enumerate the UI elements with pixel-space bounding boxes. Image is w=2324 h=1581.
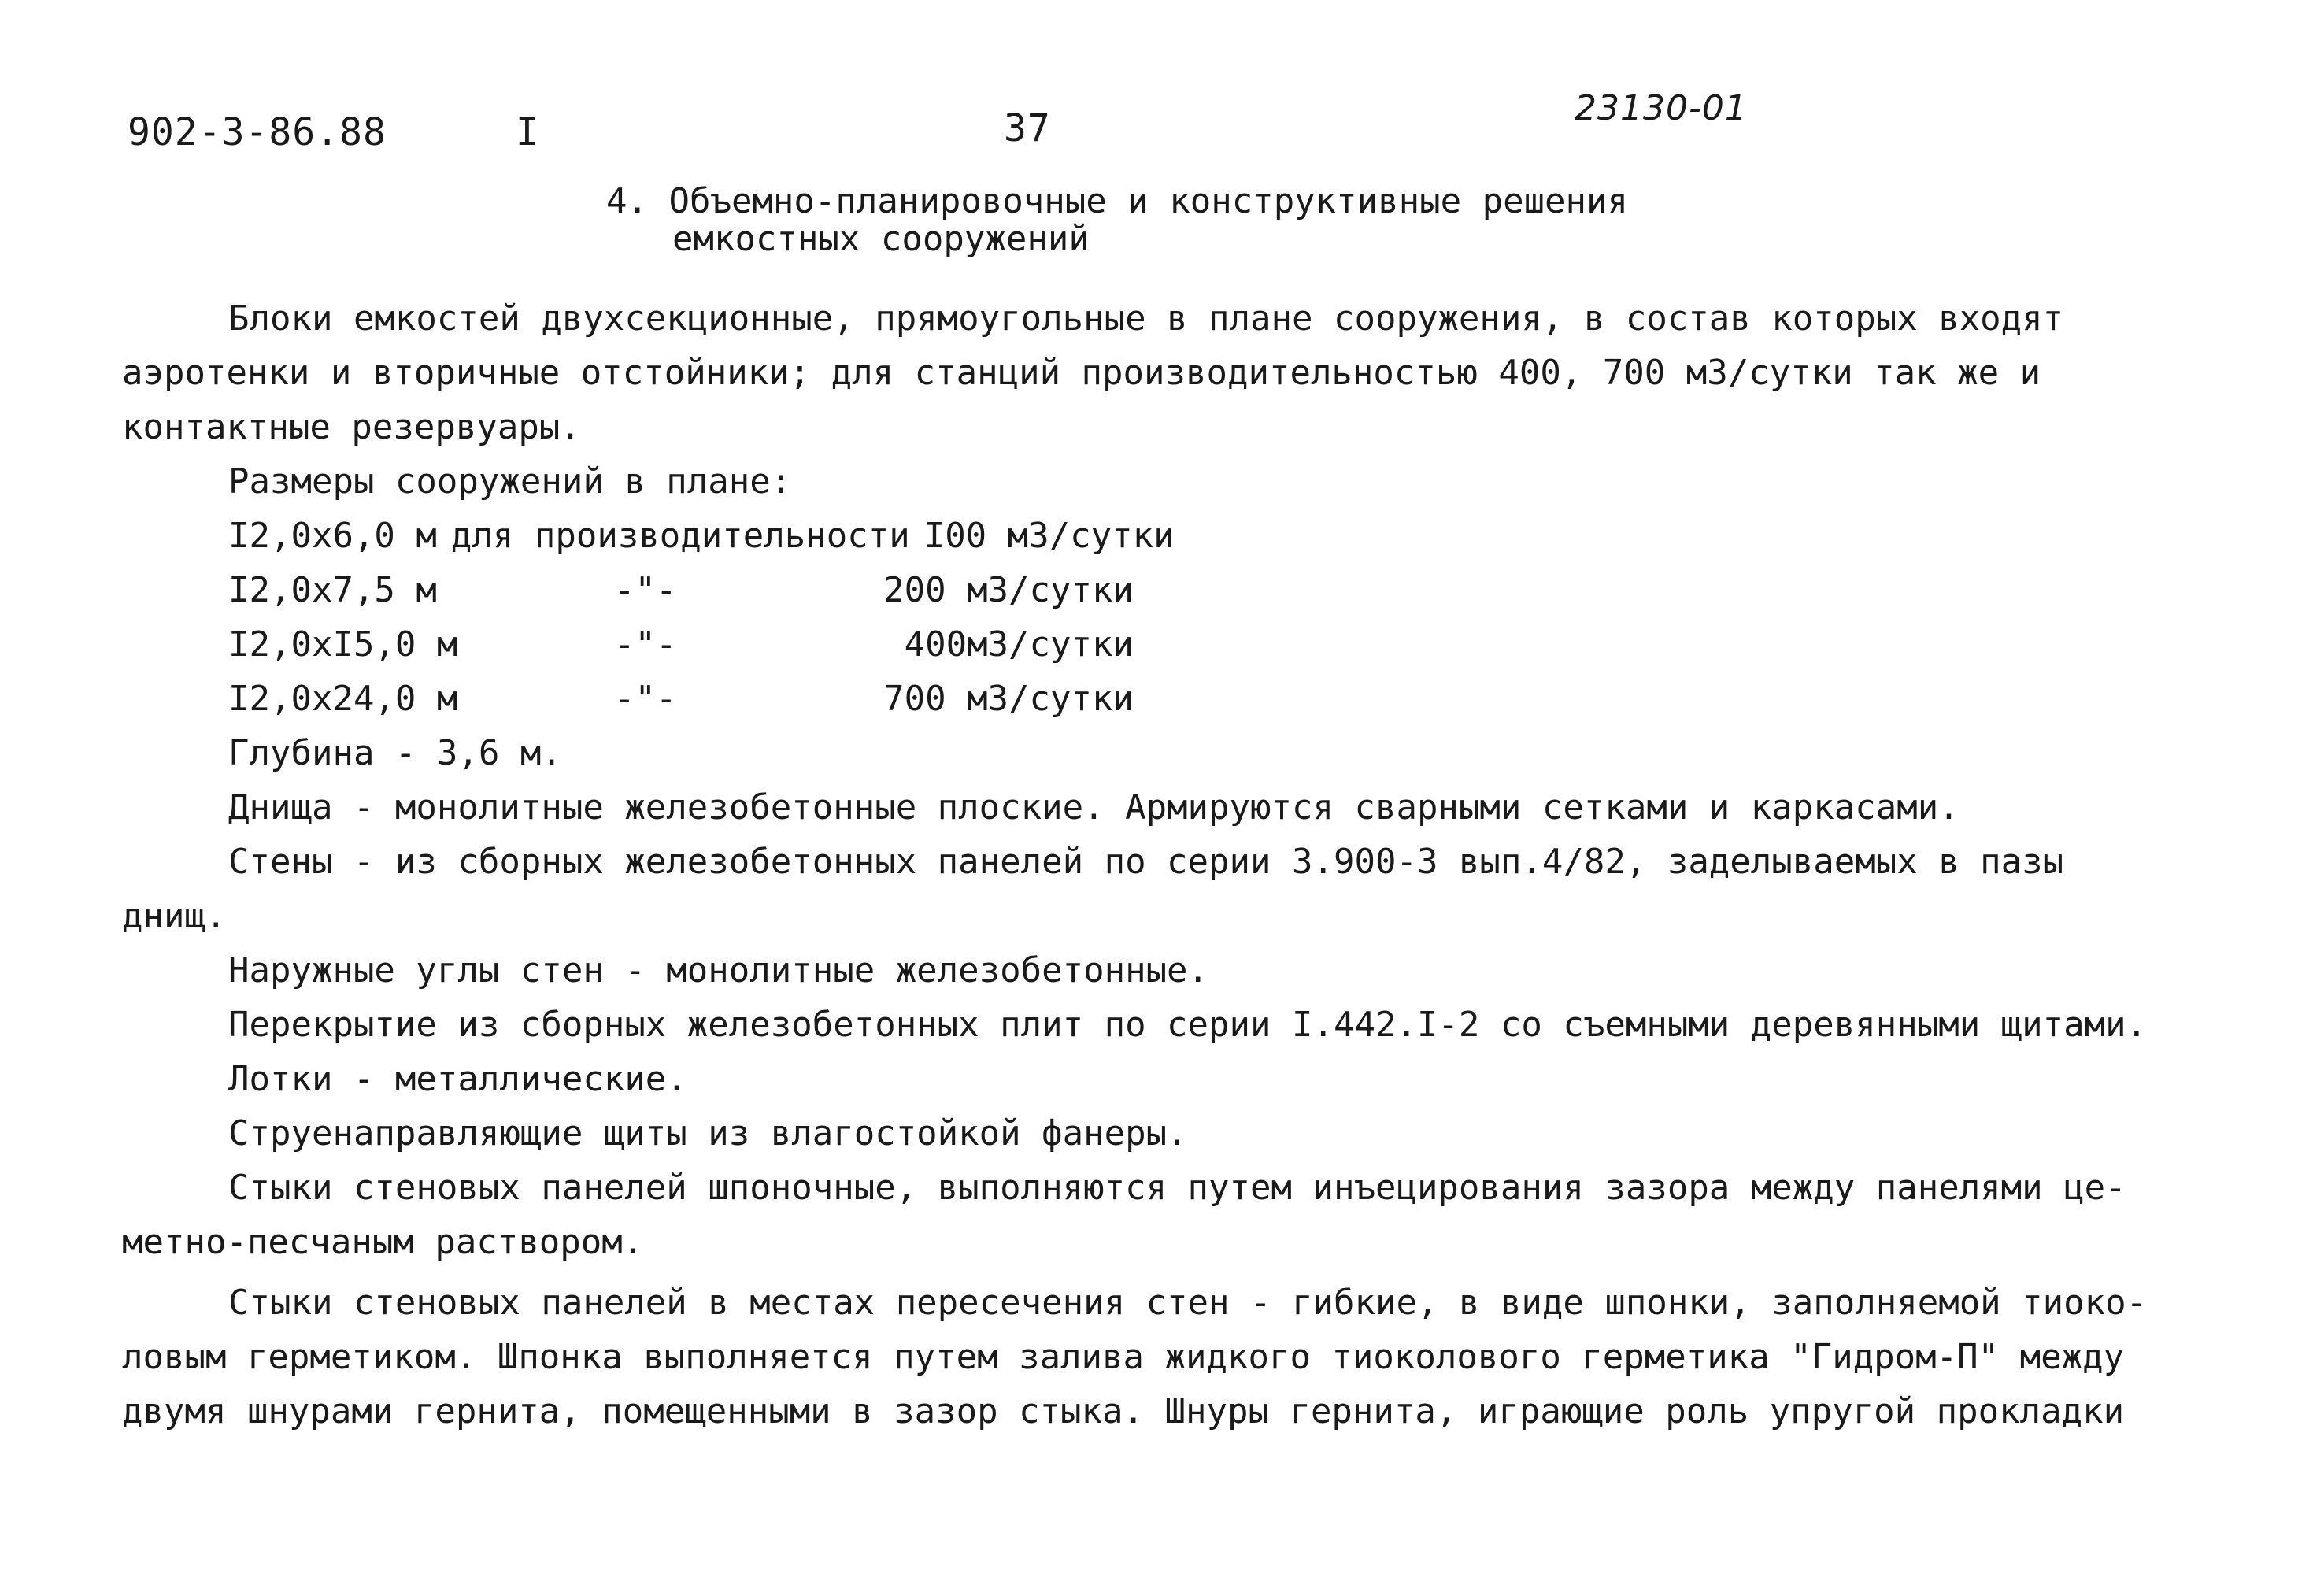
size-dimension: I2,0x7,5 м (228, 570, 437, 610)
section-title (606, 183, 1628, 258)
size-row (122, 509, 2232, 563)
joints-line: двумя шнурами гернита, помещенными в зазор стыка. Шнуры гернита, играющие роль упругой прокладки (122, 1391, 2125, 1431)
size-row (122, 617, 2232, 672)
inventory-number: 23130-01 (1575, 88, 1748, 128)
document-code: 902-3-86.88 (128, 110, 387, 154)
walls-line: Стены - из сборных железобетонных панелей по серии 3.900-3 вып.4/82, заделываемых в пазы (228, 842, 2064, 882)
size-mark: -"- (614, 624, 677, 665)
depth-line: Глубина - 3,6 м. (228, 733, 562, 773)
bottoms-line: Днища - монолитные железобетонные плоские. Армируются сварными сетками и каркасами. (228, 787, 1959, 828)
body-text (122, 291, 2232, 1438)
paragraph-line: аэротенки и вторичные отстойники; для станций производительностью 400, 700 м3/сутки так же и (122, 353, 2041, 393)
joints-line: метно-песчаным раствором. (122, 1222, 644, 1262)
sizes-heading: Размеры сооружений в плане: (228, 461, 792, 502)
paragraph-line: Блоки емкостей двухсекционные, прямоугольные в плане сооружения, в состав которых входят (228, 298, 2064, 339)
size-capacity: 200 м3/сутки (883, 570, 1134, 610)
size-capacity: 400м3/сутки (904, 624, 1134, 665)
section-title-line-1: 4. Объемно-планировочные и конструктивные решения (606, 181, 1629, 221)
joints-line: Стыки стеновых панелей шпоночные, выполняются путем инъецирования зазора между панелями це- (228, 1168, 2126, 1208)
size-dimension: I2,0xI5,0 м (228, 624, 458, 665)
joints-line: Стыки стеновых панелей в местах пересечения стен - гибкие, в виде шпонки, заполняемой тиоко- (228, 1283, 2148, 1323)
page-number: 37 (1004, 106, 1051, 150)
size-dimension: I2,0x24,0 м (228, 679, 458, 719)
volume-number: I (516, 110, 539, 154)
trays-line: Лотки - металлические. (228, 1059, 687, 1099)
size-row (122, 672, 2232, 726)
walls-line: днищ. (122, 896, 227, 936)
section-title-line-2: емкостных сооружений (672, 219, 1090, 259)
paragraph-line: контактные резервуары. (122, 407, 581, 447)
joints-line: ловым герметиком. Шпонка выполняется путем залива жидкого тиоколового герметика "Гидром-П" между (122, 1337, 2125, 1377)
shields-line: Струенаправляющие щиты из влагостойкой фанеры. (228, 1113, 1188, 1153)
size-capacity: 700 м3/сутки (883, 679, 1134, 719)
size-mark: -"- (614, 570, 677, 610)
roof-line: Перекрытие из сборных железобетонных плит по серии I.442.I-2 со съемными деревянными щитами. (228, 1005, 2148, 1045)
size-mark: -"- (614, 679, 677, 719)
size-row (122, 563, 2232, 617)
corners-line: Наружные углы стен - монолитные железобетонные. (228, 950, 1209, 990)
size-dimension: I2,0x6,0 м (228, 516, 437, 556)
size-capacity: I00 м3/сутки (923, 516, 1175, 556)
size-mark: для производительности (450, 516, 910, 556)
